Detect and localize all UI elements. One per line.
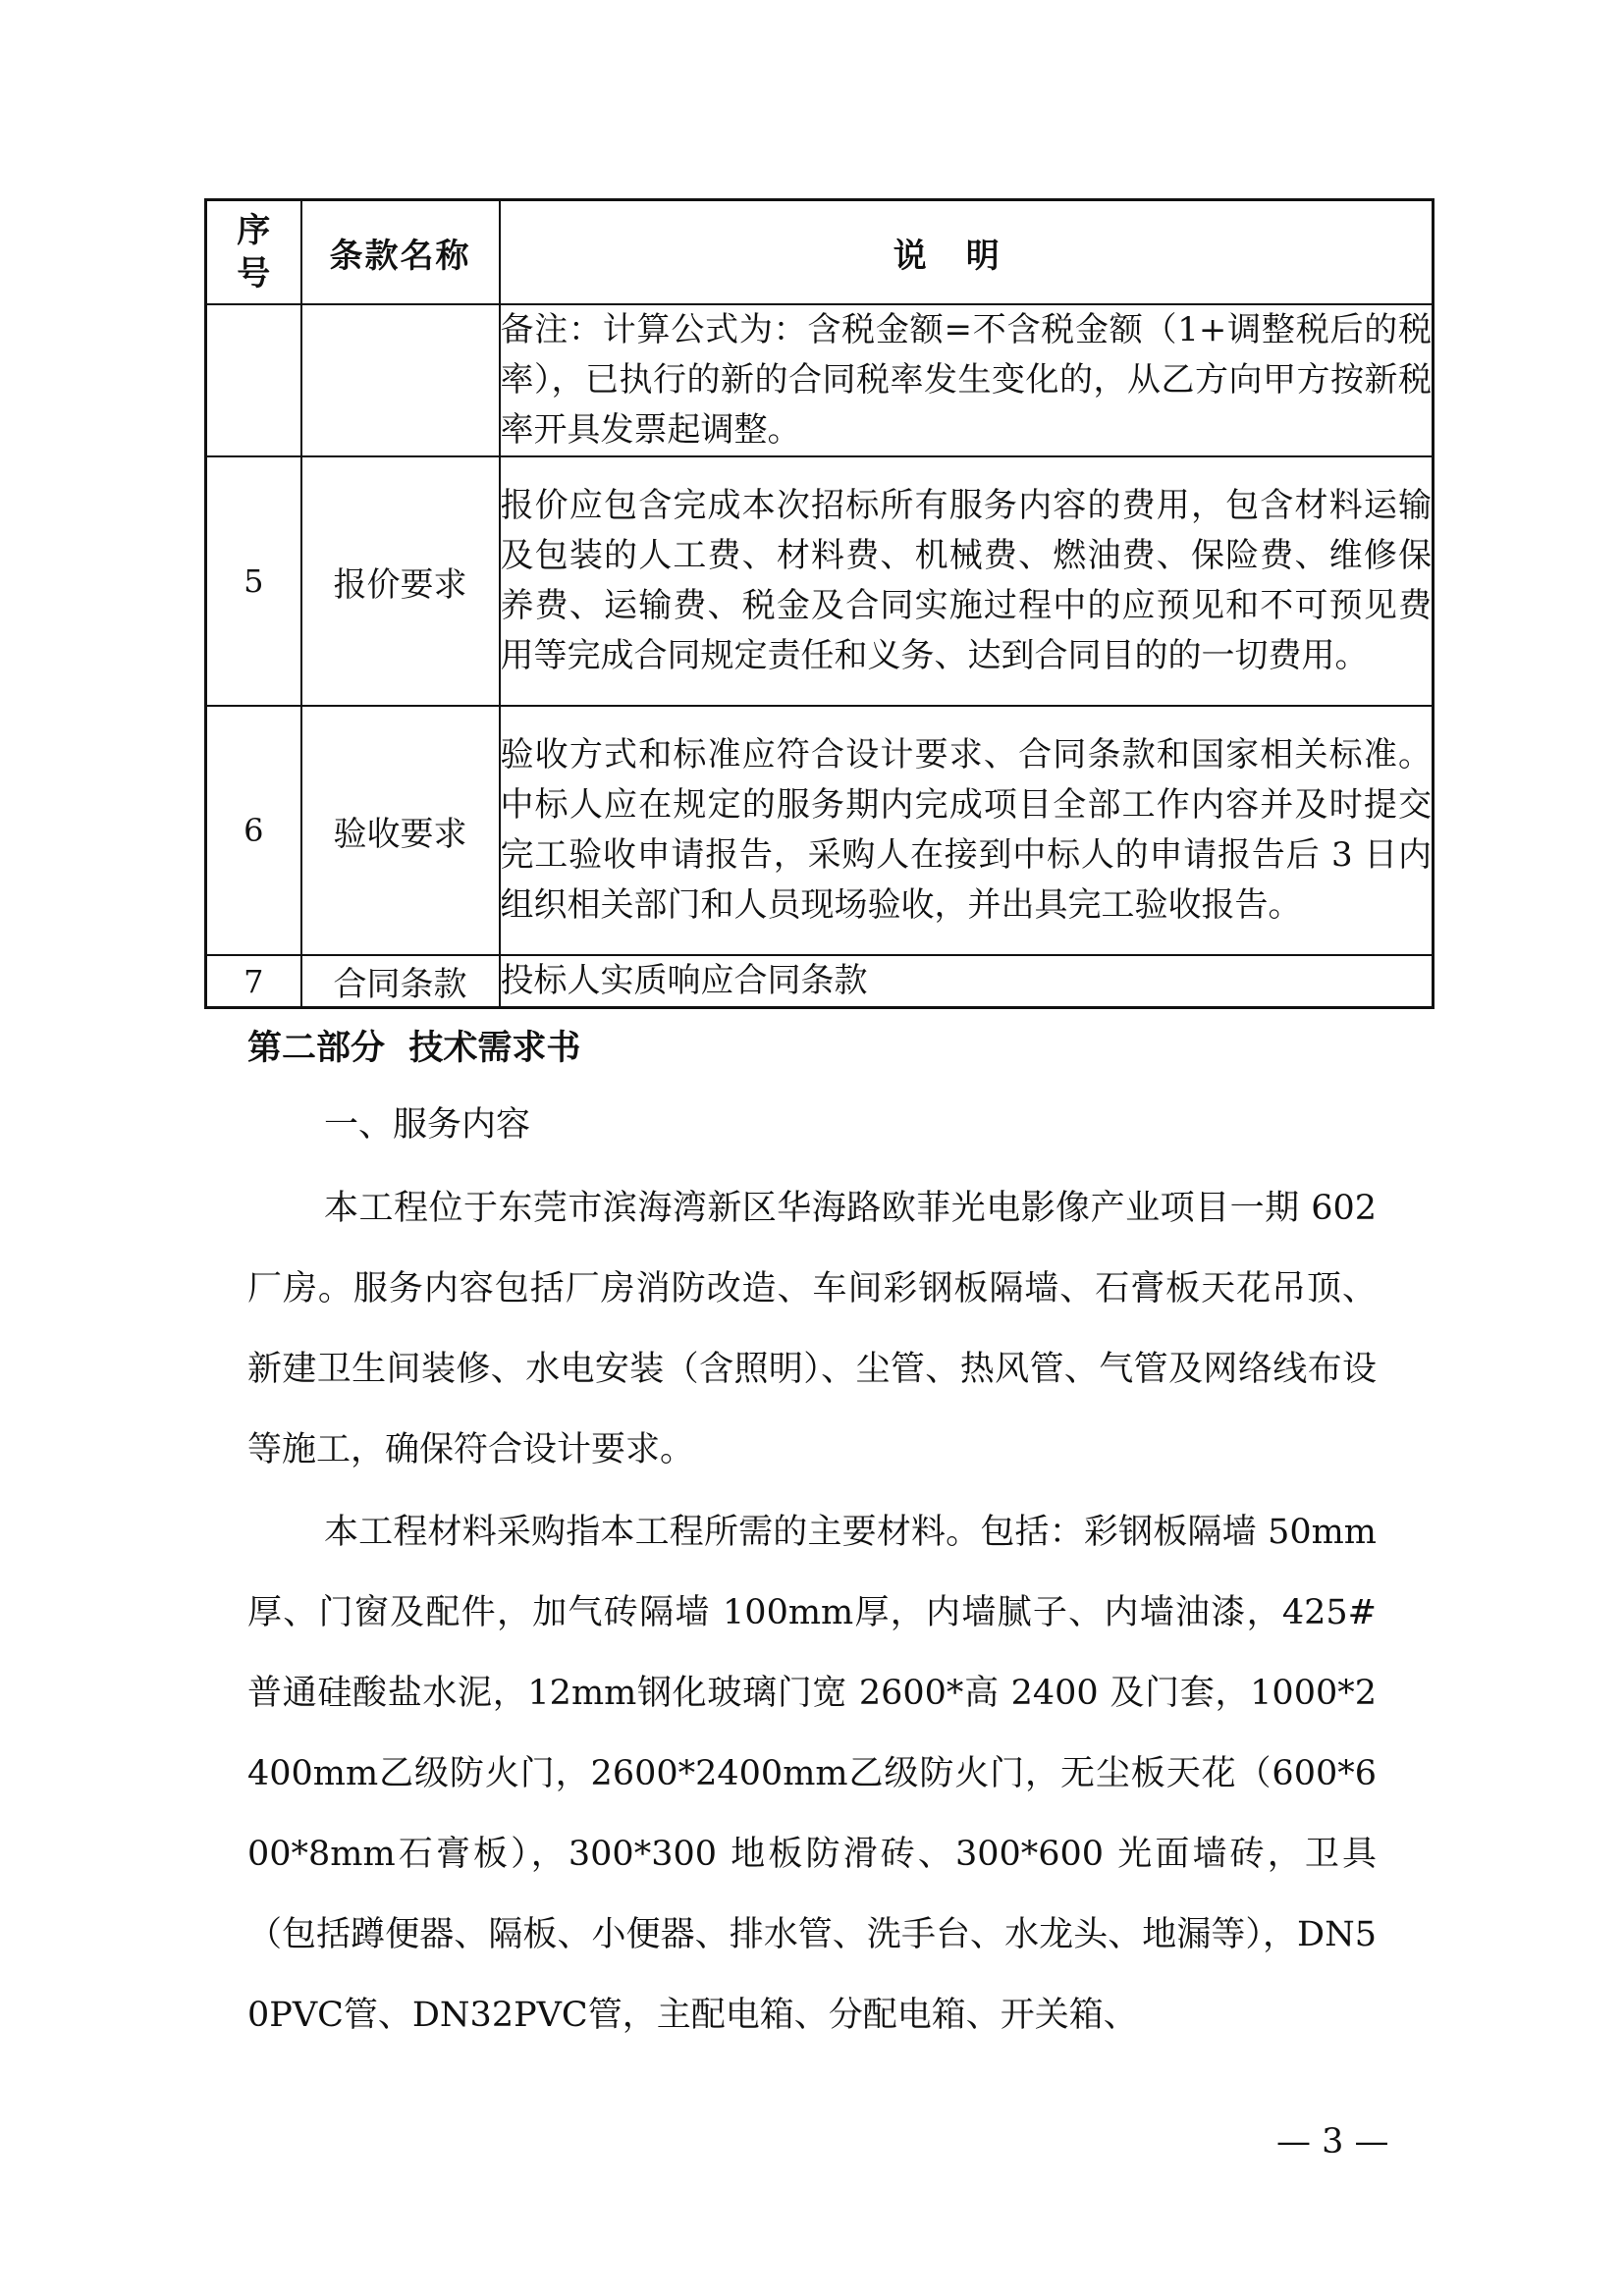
- row-description: 投标人实质响应合同条款: [500, 955, 1434, 1008]
- header-clause-name: 条款名称: [301, 200, 500, 305]
- row-number: 6: [206, 706, 301, 955]
- header-description: 说明: [500, 200, 1434, 305]
- row-description: 报价应包含完成本次招标所有服务内容的费用，包含材料运输及包装的人工费、材料费、机械费、燃油费、保险费、维修保养费、运输费、税金及合同实施过程中的应预见和不可预见费用等完成合同规定责任和义务、达到合同目的的一切费用。: [500, 456, 1434, 706]
- row-clause-name: 验收要求: [301, 706, 500, 955]
- clause-table: [204, 198, 1435, 1009]
- header-serial-number: 序号: [206, 200, 301, 305]
- row-clause-name: 合同条款: [301, 955, 500, 1008]
- table-header-row: [206, 200, 1434, 305]
- section-title: 第二部分 技术需求书: [247, 1028, 581, 1068]
- row-number: 7: [206, 955, 301, 1008]
- row-number: [206, 304, 301, 456]
- table-row: [206, 304, 1434, 456]
- row-clause-name: [301, 304, 500, 456]
- page-number: — 3 —: [1276, 2122, 1389, 2162]
- paragraph-materials: 本工程材料采购指本工程所需的主要材料。包括：彩钢板隔墙 50mm厚、门窗及配件，加气砖隔墙 100mm厚，内墙腻子、内墙油漆，425#普通硅酸盐水泥，12mm钢化玻璃门宽 2600*高 2400 及门套，1000*2400mm乙级防火门，2600*2400mm乙级防火门，无尘板天花（600*600*8mm石膏板），300*300 地板防滑砖、300*600 光面墙砖，卫具（包括蹲便器、隔板、小便器、排水管、洗手台、水龙头、地漏等），DN50PVC管、DN32PVC管，主配电箱、分配电箱、开关箱、: [247, 1513, 1377, 2035]
- row-clause-name: 报价要求: [301, 456, 500, 706]
- table-row: [206, 456, 1434, 706]
- row-number: 5: [206, 456, 301, 706]
- row-description: 备注：计算公式为：含税金额=不含税金额（1+调整税后的税率），已执行的新的合同税率发生变化的，从乙方向甲方按新税率开具发票起调整。: [500, 304, 1434, 456]
- table-row: [206, 706, 1434, 955]
- row-description: 验收方式和标准应符合设计要求、合同条款和国家相关标准。中标人应在规定的服务期内完成项目全部工作内容并及时提交完工验收申请报告，采购人在接到中标人的申请报告后 3 日内组织相关部门和人员现场验收，并出具完工验收报告。: [500, 706, 1434, 955]
- paragraph-service-scope: 本工程位于东莞市滨海湾新区华海路欧菲光电影像产业项目一期 602 厂房。服务内容包括厂房消防改造、车间彩钢板隔墙、石膏板天花吊顶、新建卫生间装修、水电安装（含照明）、尘管、热风管、气管及网络线布设等施工，确保符合设计要求。: [247, 1189, 1377, 1469]
- subheading: 一、服务内容: [324, 1105, 531, 1145]
- table-row: [206, 955, 1434, 1008]
